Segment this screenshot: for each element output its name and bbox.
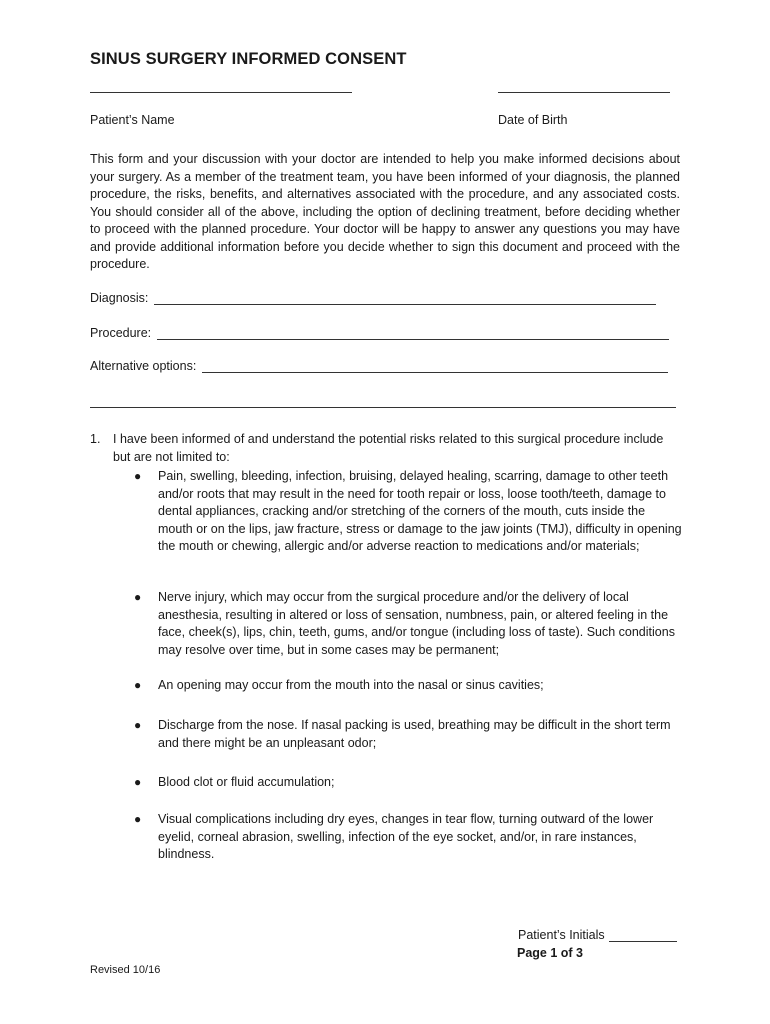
patient-initials-label: Patient’s Initials [518, 928, 605, 942]
item-text: I have been informed of and understand the potential risks related to this surgical procedure include but are not limited to: [113, 432, 664, 464]
date-of-birth-label: Date of Birth [498, 113, 568, 127]
date-of-birth-field[interactable] [498, 92, 670, 93]
bullet-icon: ● [134, 775, 142, 789]
alternatives-label: Alternative options: [90, 359, 197, 373]
patient-name-field[interactable] [90, 92, 352, 93]
revision-date: Revised 10/16 [90, 964, 161, 976]
bullet-text: Blood clot or fluid accumulation; [158, 775, 335, 789]
diagnosis-field[interactable] [154, 292, 656, 305]
bullet-icon: ● [134, 718, 142, 732]
bullet-text: Discharge from the nose. If nasal packing is used, breathing may be difficult in the short term and there might be an unpleasant odor; [158, 718, 671, 750]
bullet-icon: ● [134, 590, 142, 604]
bullet-icon: ● [134, 678, 142, 692]
bullet-icon: ● [134, 469, 142, 483]
bullet-text: An opening may occur from the mouth into the nasal or sinus cavities; [158, 678, 544, 692]
intro-paragraph: This form and your discussion with your doctor are intended to help you make informed decisions about your surgery. As a member of the treatment team, you have been informed of your diagnosis, the planned procedure, the risks, benefits, and alternatives associated with the procedure, and any associated costs. You should consider all of the above, including the option of declining treatment, before deciding whether to proceed with the planned procedure. Your doctor will be happy to answer any questions you may have and provide additional information before you decide whether to sign this document and proceed with the procedure. [90, 152, 680, 271]
item-number: 1. [90, 432, 101, 446]
bullet-text: Pain, swelling, bleeding, infection, bruising, delayed healing, scarring, damage to other teeth and/or roots that may result in the need for tooth repair or loss, loose tooth/teeth, damage to dental appliances, cracking and/or stretching of the corners of the mouth, cuts inside the mouth or on the lips, jaw fracture, stress or damage to the jaw joints (TMJ), difficulty in opening the mouth or chewing, allergic and/or adverse reaction to medications and/or materials; [158, 469, 682, 553]
page-number: Page 1 of 3 [517, 946, 583, 960]
diagnosis-label: Diagnosis: [90, 291, 149, 305]
diagnosis-row [90, 291, 656, 305]
patient-name-label: Patient’s Name [90, 113, 175, 127]
bullet-text: Visual complications including dry eyes, changes in tear flow, turning outward of the lower eyelid, corneal abrasion, swelling, infection of the eye socket, and/or, in rare instances, blindness. [158, 812, 654, 861]
procedure-row [90, 326, 669, 340]
bullet-icon: ● [134, 812, 142, 826]
alternatives-field[interactable] [202, 360, 668, 373]
procedure-field[interactable] [157, 327, 669, 340]
patient-initials-row [518, 928, 677, 942]
patient-initials-field[interactable] [609, 929, 677, 942]
alternatives-continuation-field[interactable] [90, 407, 676, 408]
bullet-text: Nerve injury, which may occur from the surgical procedure and/or the delivery of local anesthesia, resulting in altered or loss of sensation, numbness, pain, or altered feeling in the face, cheek(s), lips, chin, teeth, gums, and/or tongue (including loss of taste). Such conditions may resolve over time, but in some cases may be permanent; [158, 590, 675, 657]
procedure-label: Procedure: [90, 326, 152, 340]
page-title: SINUS SURGERY INFORMED CONSENT [90, 50, 407, 68]
alternatives-row [90, 359, 668, 373]
